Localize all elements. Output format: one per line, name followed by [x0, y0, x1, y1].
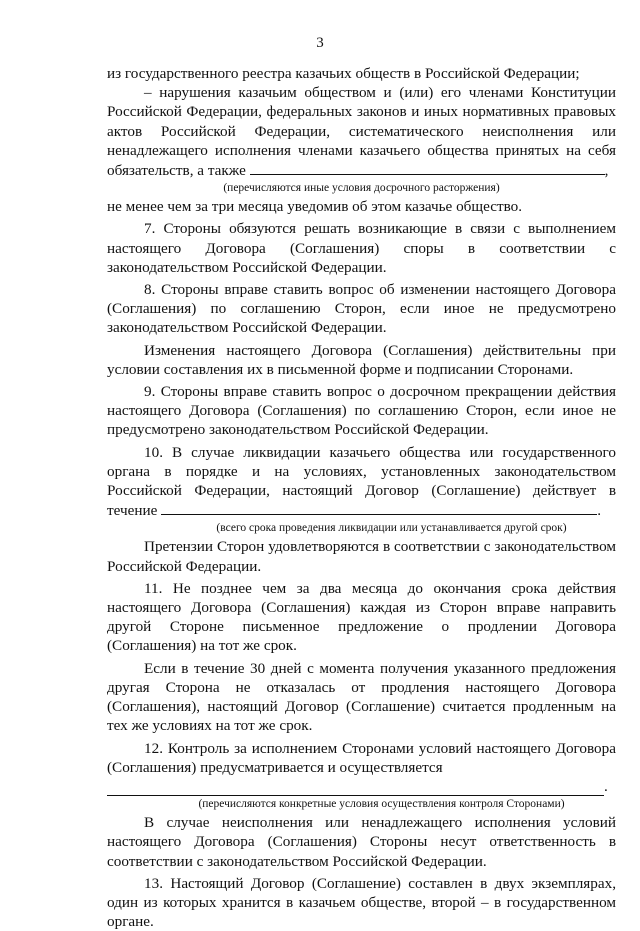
paragraph-9-early-termination: 9. Стороны вправе ставить вопрос о досрочном прекращении действия настоящего Договора (Соглашения) по соглашению Сторон, если иное не предусмотрено законодательством Российской Федерации.	[107, 383, 616, 439]
paragraph-11-extension: 11. Не позднее чем за два месяца до окончания срока действия настоящего Договора (Соглашения) каждая из Сторон вправе направить другой Стороне письменное предложение о продлении Договора (Соглашения) на тот же срок.	[107, 579, 616, 655]
fill-in-blank-term	[161, 500, 597, 515]
paragraph-13-copies: 13. Настоящий Договор (Соглашение) составлен в двух экземплярах, один из которых хранится в казачьем обществе, второй – в государственном органе.	[107, 874, 616, 931]
punctuation: .	[597, 502, 601, 520]
paragraph-8-written-form: Изменения настоящего Договора (Соглашения) действительны при условии составления их в письменной форме и подписании Сторонами.	[107, 341, 616, 378]
paragraph-11-auto-extension: Если в течение 30 дней с момента получения указанного предложения другая Сторона не отказалась от продления настоящего Договора (Соглашения), настоящий Договор (Соглашение) считается продленным на тех же условиях на тот же срок.	[107, 659, 616, 735]
note-liquidation-term: (всего срока проведения ликвидации или устанавливается другой срок)	[216, 522, 567, 535]
liquidation-text: 10. В случае ликвидации казачьего общества или государственного органа в порядке и на условиях, установленных законодательством Российской Федерации, настоящий Договор (Соглашение) действует в течение	[107, 443, 616, 520]
paragraph-violations	[107, 83, 616, 180]
fill-in-blank-control	[107, 781, 604, 796]
note-early-termination: (перечисляются иные условия досрочного расторжения)	[223, 182, 500, 195]
paragraph-notice-period: не менее чем за три месяца уведомив об этом казачье общество.	[107, 198, 523, 216]
document-body	[107, 64, 616, 931]
violations-text: – нарушения казачьим обществом и (или) его членами Конституции Российской Федерации, федеральных законов и иных нормативных правовых актов Российской Федерации, систематического неисполнения или ненадлежащего исполнения членами казачьего общества принятых на себя обязательств, а также	[107, 84, 616, 180]
punctuation: ,	[604, 162, 609, 180]
paragraph-8-amendments: 8. Стороны вправе ставить вопрос об изменении настоящего Договора (Соглашения) по соглашению Сторон, если иное не предусмотрено законодательством Российской Федерации.	[107, 281, 616, 337]
paragraph-10-liquidation	[107, 443, 616, 521]
paragraph-registry-exclusion: из государственного реестра казачьих обществ в Российской Федерации;	[107, 65, 580, 82]
paragraph-7-disputes: 7. Стороны обязуются решать возникающие в связи с выполнением настоящего Договора (Соглашения) споры в соответствии с законодательством Российской Федерации.	[107, 220, 616, 276]
paragraph-12-liability: В случае неисполнения или ненадлежащего исполнения условий настоящего Договора (Соглашения) Стороны несут ответственность в соответствии с законодательством Российской Федерации.	[107, 814, 616, 870]
fill-in-blank-conditions	[250, 160, 605, 175]
page-number: 3	[316, 35, 324, 51]
note-control-conditions: (перечисляются конкретные условия осуществления контроля Сторонами)	[198, 798, 565, 811]
punctuation: .	[604, 777, 608, 795]
paragraph-12-control: 12. Контроль за исполнением Сторонами условий настоящего Договора (Соглашения) предусматривается и осуществляется	[107, 739, 616, 776]
control-blank-line	[107, 777, 616, 796]
paragraph-10-claims: Претензии Сторон удовлетворяются в соответствии с законодательством Российской Федерации.	[107, 538, 616, 575]
